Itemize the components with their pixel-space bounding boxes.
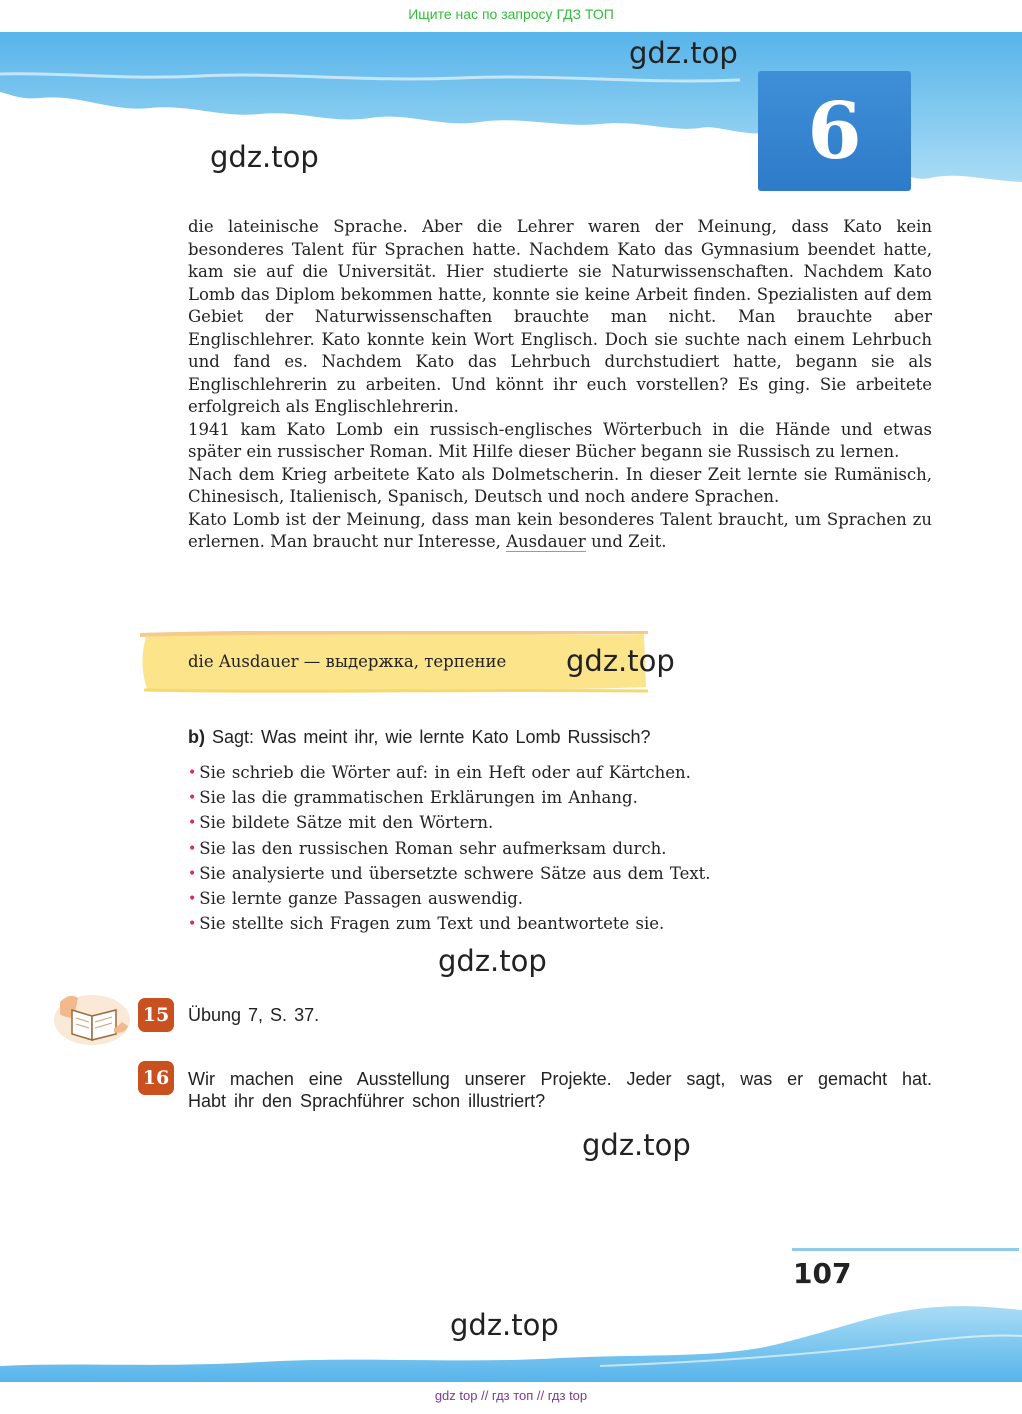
search-note: Ищите нас по запросу ГДЗ ТОП (408, 6, 614, 22)
page-number: 107 (793, 1257, 852, 1290)
list-item: • Sie schrieb die Wörter auf: in ein Heft oder auf Kärtchen. (188, 763, 691, 782)
list-item: • Sie stellte sich Fragen zum Text und beantwortete sie. (188, 914, 665, 934)
footer-links: gdz top // гдз топ // гдз top (434, 1388, 588, 1403)
bullet-icon: • (188, 840, 197, 857)
bullet-icon: • (188, 815, 197, 832)
exercise-line: Wir machen eine Ausstellung unserer Projekte. Jeder sagt, was er gemacht hat. (188, 1069, 932, 1089)
watermark: gdz.top (438, 944, 547, 978)
watermark: gdz.top (210, 140, 319, 174)
open-book-icon (52, 988, 132, 1046)
task-label: b) (188, 727, 205, 747)
list-item: • Sie bildete Sätze mit den Wörtern. (188, 813, 494, 833)
task-b-question: b) Sagt: Was meint ihr, wie lernte Kato Lomb Russisch? (188, 727, 651, 747)
paragraph: Kato Lomb ist der Meinung, dass man kein besonderes Talent braucht, um Sprachen zu erlernen. Man braucht nur Interesse, Ausdauer und Zeit. (188, 509, 932, 551)
vocab-entry: die Ausdauer — выдержка, терпение (188, 652, 507, 671)
paragraph: die lateinische Sprache. Aber die Lehrer waren der Meinung, dass Kato kein besonderes Talent für Sprachen hatte. Nachdem Kato das Gymnasium beendet hatte, kam sie auf die Universität. Hier studierte sie Naturwissenschaften. Nachdem Kato Lomb das Diplom bekommen hatte, konnte sie keine Arbeit finden. Spezialisten auf dem Gebiet der Naturwissenschaften brauchte man nicht. Man brauchte aber Englischlehrer. Kato konnte kein Wort Englisch. Doch sie suchte nach einem Lehrbuch und fand es. Nachdem Kato das Lehrbuch durchstudiert hatte, begann sie als Englischlehrerin zu arbeiten. Und könnt ihr euch vorstellen? Es ging. Sie arbeitete erfolgreich als Englischlehrerin. (188, 217, 932, 416)
list-item: • Sie las die grammatischen Erklärungen im Anhang. (188, 788, 638, 808)
bullet-icon: • (188, 765, 197, 781)
exercise-16-text (188, 1068, 932, 1112)
page-number-rule (792, 1248, 1019, 1251)
paragraph: 1941 kam Kato Lomb ein russisch-englisches Wörterbuch in die Hände und etwas später ein russischer Roman. Mit Hilfe dieser Bücher begann sie Russisch zu lernen. (188, 419, 932, 461)
bullet-icon: • (188, 890, 197, 907)
reading-text (188, 216, 932, 554)
list-item: • Sie analysierte und übersetzte schwere Sätze aus dem Text. (188, 863, 711, 883)
underlined-word: Ausdauer (506, 532, 586, 551)
exercise-number-badge: 16 (138, 1061, 174, 1095)
bullet-icon: • (188, 790, 197, 807)
answer-list (188, 760, 711, 936)
list-item: • Sie las den russischen Roman sehr aufmerksam durch. (188, 838, 667, 858)
exercise-line: Habt ihr den Sprachführer schon illustriert? (188, 1091, 546, 1111)
list-item: • Sie lernte ganze Passagen auswendig. (188, 888, 524, 908)
exercise-number-badge: 15 (138, 998, 174, 1032)
paragraph: Nach dem Krieg arbeitete Kato als Dolmetscherin. In dieser Zeit lernte sie Rumänisch, Chinesisch, Italienisch, Spanisch, Deutsch und noch andere Sprachen. (188, 464, 932, 506)
exercise-15-text: Übung 7, S. 37. (188, 1005, 320, 1025)
watermark: gdz.top (629, 36, 738, 70)
watermark: gdz.top (450, 1308, 559, 1342)
chapter-number-box: 6 (758, 71, 911, 191)
watermark: gdz.top (566, 644, 675, 678)
bullet-icon: • (188, 865, 197, 882)
bullet-icon: • (188, 916, 197, 933)
watermark: gdz.top (582, 1128, 691, 1162)
